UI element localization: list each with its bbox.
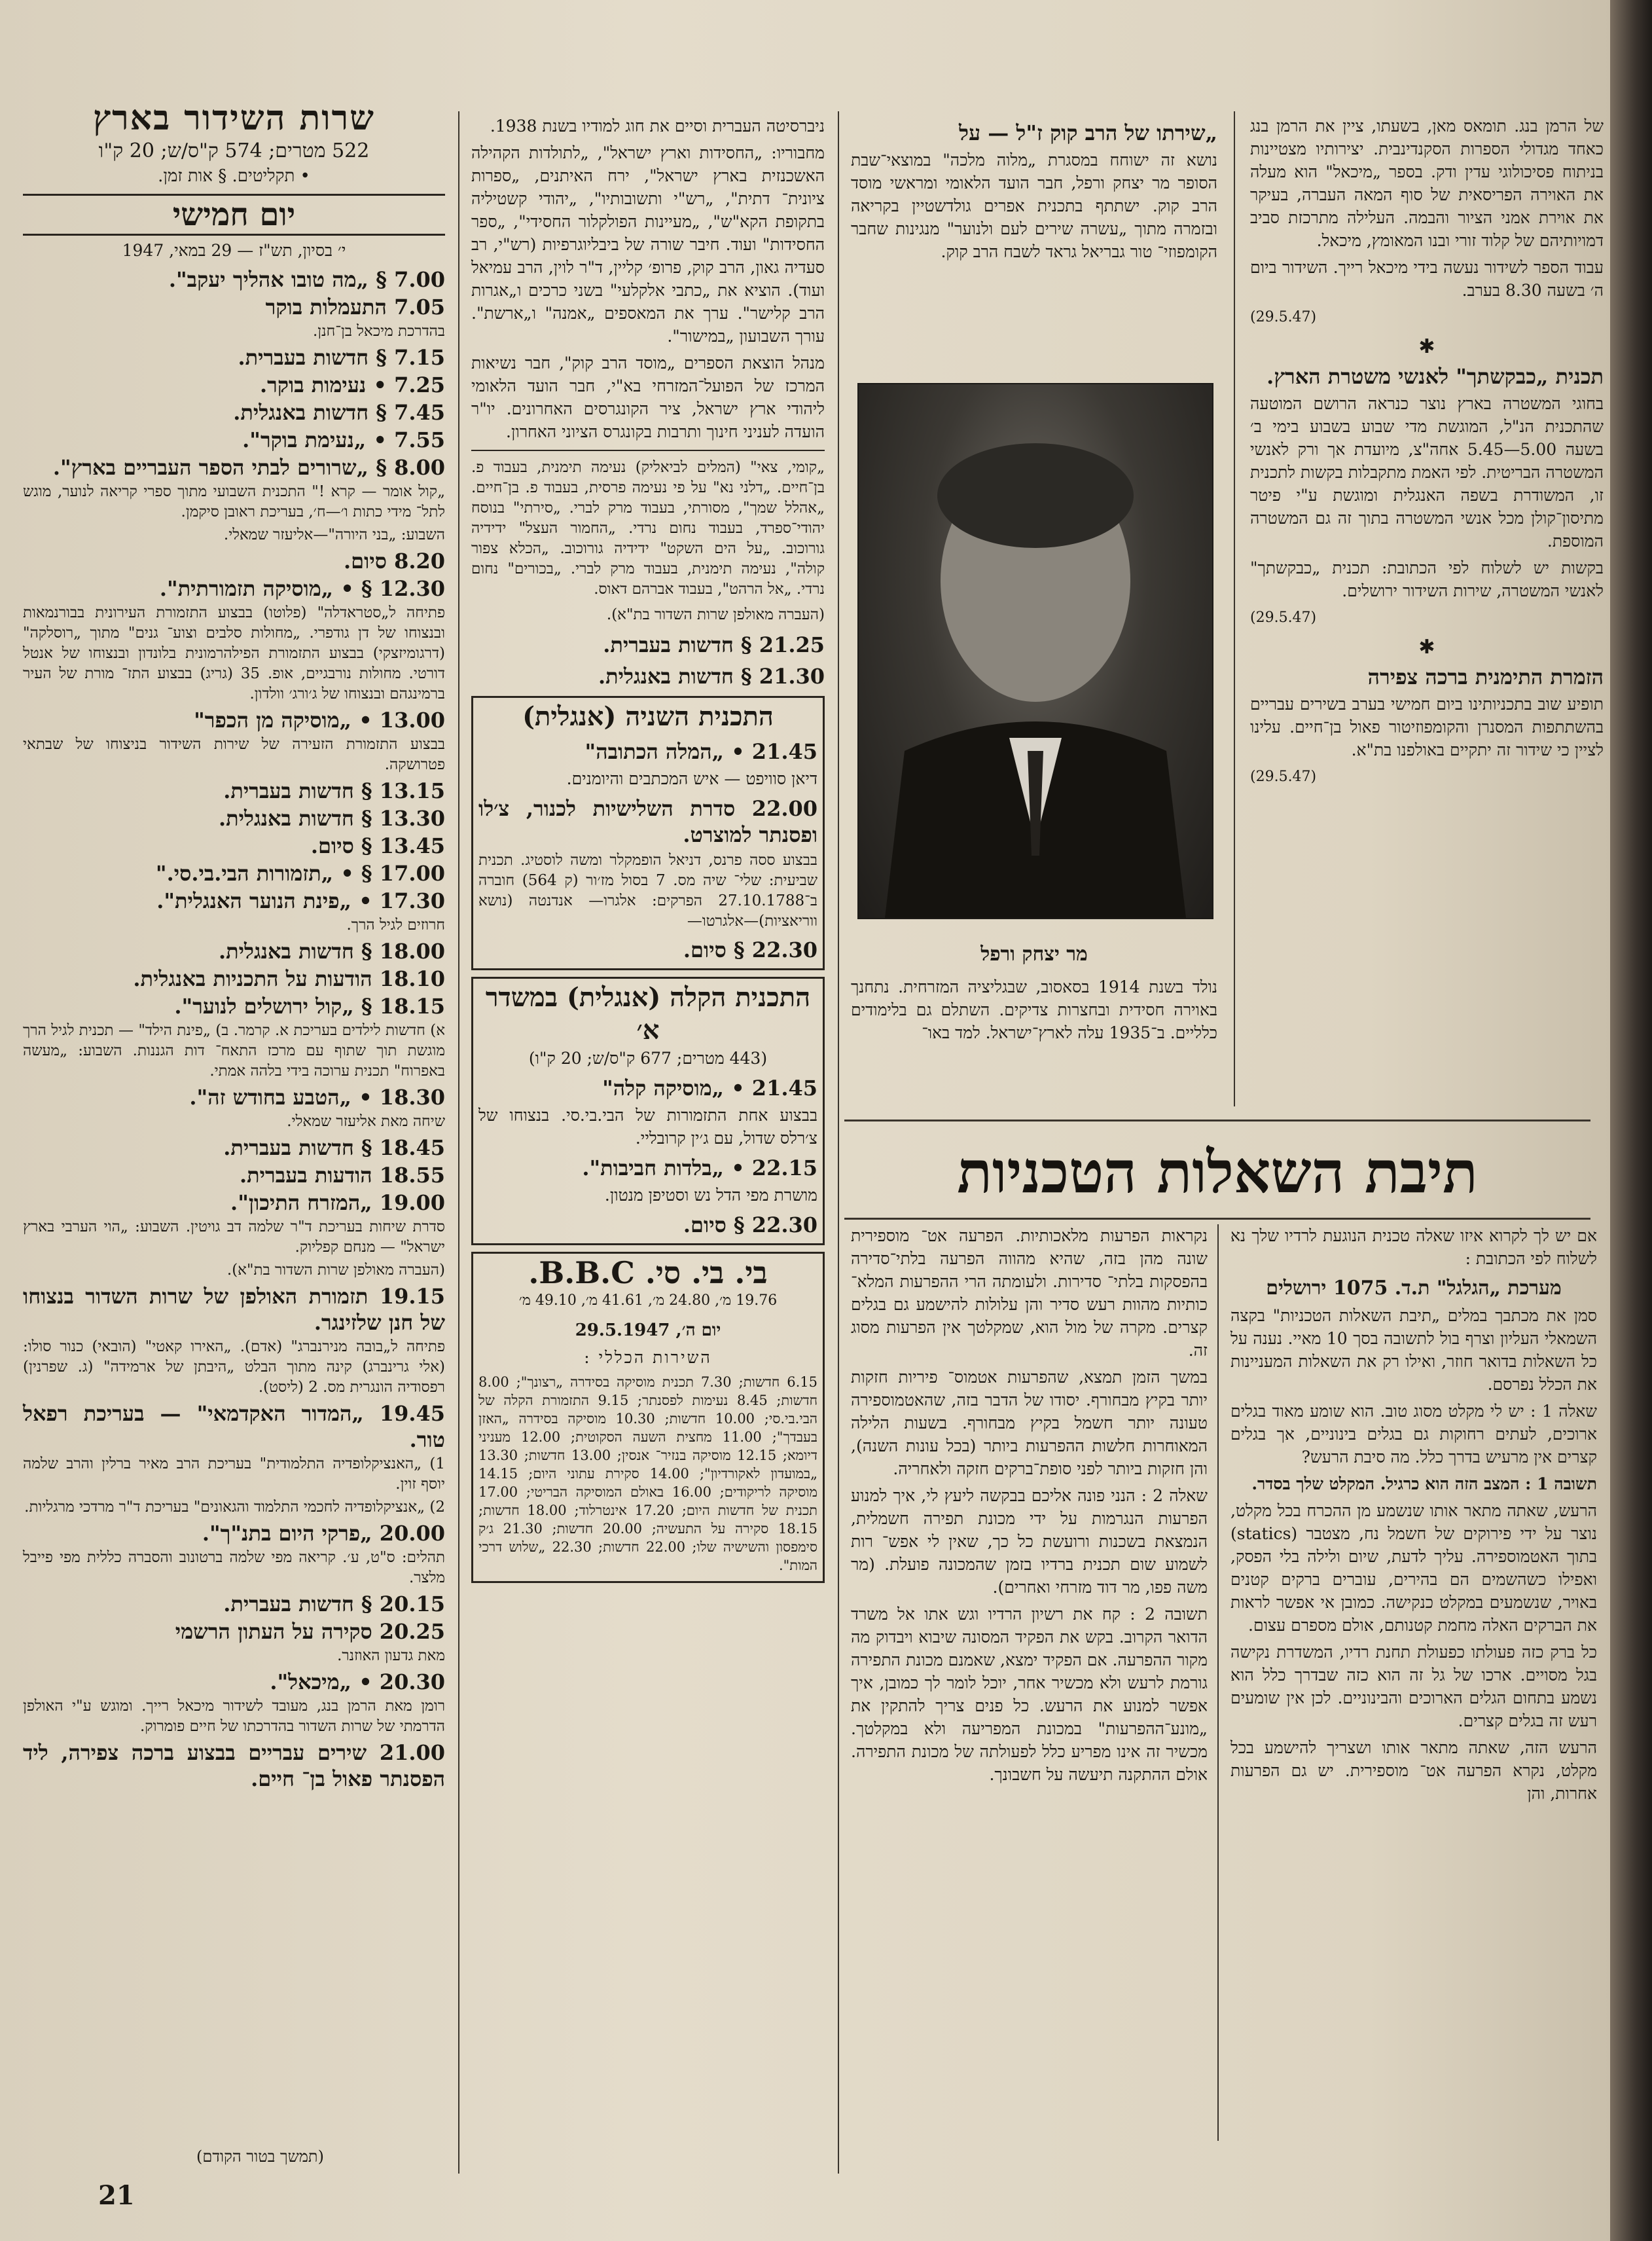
paragraph: עבוד הספר לשידור נעשה בידי מיכאל רייך. השידור ביום ה׳ בשעה 8.30 בערב. [1250, 258, 1604, 300]
main-title: תיבת השאלות הטכניות [957, 1138, 1478, 1206]
schedule-entry [23, 603, 445, 704]
schedule-text: רומן מאת הרמן בנג, מעובד לשידור מיכאל רייך. ומוגש ע"י האולפן הדרמתי של שרות השדור בהדרכתו של חיים פומרוק. [23, 1698, 445, 1735]
date-stamp: (29.5.47) [1250, 610, 1317, 626]
schedule-text: מאת גדעון האוזנר. [337, 1647, 445, 1664]
section-divider [844, 1218, 1590, 1220]
column-divider [838, 111, 839, 2174]
schedule-text: סקירה על העתון הרשמי [175, 1619, 372, 1644]
schedule-entry [23, 1021, 445, 1082]
schedule-entry [23, 888, 445, 914]
schedule-text: • נעימות בוקר. [260, 373, 387, 397]
schedule-entry [23, 1740, 445, 1792]
schedule-text: § חדשות בעברית. [223, 1135, 372, 1160]
paragraph: 6.15 חדשות; 7.30 תכנית מוסיקה בסידרה „רצונך"; 8.00 חדשות; 8.45 נעימות לפסנתר; 9.15 התזמורת הקלה של הבי.בי.סי; 10.00 חדשות; 10.30 מוסיקה בסידרה „האזן בעבדך"; 11.00 מחצית השעה הסקוטית; 12.00 מעניני דיומא; 12.15 מוסיקה בנזיר־ אנסין; 13.00 חדשות; 13.30 „במועדון לאקורדיון"; 14.00 סקירת עתוני היום; 14.15 מוסיקה לריקודים; 16.00 באולם המוסיקה הבריטי; 17.00 תכנית של חדשות היום; 17.20 אינטרלוד; 18.00 חדשות; 18.15 סקירה על התעשיה; 20.00 חדשות; 21.30 ג׳ק סימפסון והשישיה שלו; 22.00 חדשות; 22.30 „שלוש דרכי המות". [478, 1374, 818, 1573]
schedule-item: 22.00 סדרת השלישיות לכנור, צ׳לו ופסנתר למוצרט. [478, 796, 817, 847]
station-title: שרות השידור בארץ [93, 98, 375, 138]
paragraph: בבצוע ססה פרנס, דניאל הופמקלר ומשה לוסטיג. תכנית שביעית: שלי־ שיה מס. 7 בסול מז׳ור (ק 564) חוברה ב־27.10.1788 הפרקים: אלגרו— אנדנטה (נושא ווריאציות)—אלגרטו— [478, 852, 817, 930]
section-divider [844, 1120, 1590, 1121]
schedule-entry [23, 1669, 445, 1695]
schedule-entry [23, 548, 445, 574]
schedule-time: 8.20 [394, 549, 445, 574]
schedule-item: 21.45 • „המלה הכתובה" [584, 739, 817, 764]
schedule-time: 18.45 [379, 1135, 445, 1160]
schedule-entry [23, 735, 445, 775]
column-far-right [1250, 115, 1604, 795]
page-number: 21 [98, 2180, 135, 2211]
schedule-time: 8.00 [394, 455, 445, 480]
schedule-time: 19.00 [379, 1190, 445, 1215]
schedule-entry [23, 1112, 445, 1132]
schedule-text: תזמורת האולפן של שרות השדור בנצוחו של חנן שלזינגר. [23, 1284, 445, 1335]
schedule-time: 20.30 [379, 1669, 445, 1694]
schedule-text: • „הטבע בחודש זה". [189, 1085, 372, 1110]
paragraph: נקראות הפרעות מלאכותיות. הפרעה אט־ מוספירית שונה מהן בזה, שהיא מהווה הפרעה בלתי־סדירה בהפסקות בלתי־ סדירות. ולעומתה הרי ההפרעות המלא־ כותיות מהוות רעש סדיר והן עלולות להישמע גם בגלים קצרים. מקרה של מול הוא, שמקלטך אין הפרעות מסוג זה. [851, 1226, 1208, 1360]
schedule-text: סיום. [344, 549, 387, 574]
schedule-entry [23, 993, 445, 1019]
schedule-entry [23, 1400, 445, 1453]
schedule-time: 17.30 [379, 888, 445, 913]
schedule-time: 20.15 [379, 1592, 445, 1616]
schedule-text: • „מוסיקה מן הכפר" [194, 708, 372, 733]
schedule-text: § סיום. [310, 833, 372, 858]
legend: • תקליטים. § אות זמן. [158, 166, 310, 186]
paragraph: (העברה מאולפן שרות השדור בת"א). [606, 606, 825, 623]
schedule-text: (העברה מאולפן שרות השדור בת"א). [226, 1262, 445, 1279]
schedule-text: „המזרח התיכון". [230, 1190, 372, 1215]
schedule-text: בבצוע התזמורת הזעירה של שירות השידור בניצוחו של שבתאי פטרושקה. [23, 736, 445, 773]
schedule-entry [23, 1135, 445, 1161]
schedule-entry [23, 344, 445, 371]
schedule-time: 13.00 [379, 708, 445, 733]
schedule-time: 18.55 [379, 1163, 445, 1188]
paragraph: נושא זה ישוחח במסגרת „מלוה מלכה" במוצאי־שבת הסופר מר יצחק ורפל, חבר הועד הלאומי ומראשי מוסד הרב קוק. ישתתף בתכנית אפרים גולדשטיין בקריאה ובזמרה מתוך „עשרה שירים לעם ולנוער" מנגינות שחבר הקומפוזי־ טור גבריאל גראד לשבח הרב קוק. [851, 151, 1217, 261]
schedule-text: „המדור האקדמאי" — בעריכת רפאל טור. [23, 1401, 445, 1452]
schedule-time: 18.30 [379, 1085, 445, 1110]
schedule-entry [23, 966, 445, 992]
schedule-entry [23, 1084, 445, 1110]
schedule-entry [23, 575, 445, 602]
schedule-time: 21.00 [379, 1740, 446, 1765]
schedule-text: § „מה טובו אהליך יעקב". [168, 267, 387, 292]
schedule-text: § חדשות בעברית. [223, 778, 372, 803]
tech-column-right [1230, 1224, 1597, 1809]
schedule-text: § חדשות באנגלית. [219, 806, 372, 831]
schedule-entry [23, 399, 445, 426]
schedule-time: 19.45 [379, 1401, 445, 1426]
schedule-text: § חדשות באנגלית. [219, 939, 372, 964]
bbc-box [471, 1252, 825, 1583]
schedule-text: א) חדשות לילדים בעריכת א. קרמר. ב) „פינת הילד" — תכנית לגיל הרך מוגשת תוך שתוף עם מרכז התאח־ דות הגננות. השבוע: „מעשה באפרוח" תכנית ערוכה בידי בלהה אמתי. [23, 1022, 445, 1080]
divider [471, 450, 825, 451]
star-divider: ✱ [1418, 335, 1435, 358]
schedule-text: חרוזים לגיל הרך. [346, 917, 445, 934]
paragraph: בקשות יש לשלוח לפי הכתובת: תכנית „כבקשתך" לאנשי המשטרה, שירות השידור ירושלים. [1250, 558, 1604, 600]
schedule-text: „קול אומר — קרא !" התכנית השבועי מתוך ספרי קריאה לנוער, מוגש לתל־ מידי כתות ו׳—ח׳, בעריכת ראובן סיקמן. [23, 483, 445, 520]
schedule-entry [23, 1618, 445, 1645]
schedule-entry [23, 833, 445, 859]
paragraph: של הרמן בנג. תומאס מאן, בשעתו, ציין את הרמן בנג כאחד מגדולי הספרות הסקנדינבית. יצירותיו מצטיינות בניתוח פסיכולוגי עדין ודק. בספר „מיכאל" הוא מעלה את האוירה הפריסאית של סוף המאה העברה, בעיקר את אוירת אמני הציור והבמה. העלילה מתרכזת סביב דמויותיהם של קלוד זורי ובנו המאומץ, מיכאל. [1250, 117, 1604, 250]
schedule-time: 19.15 [379, 1284, 446, 1309]
column-photo [851, 115, 1217, 267]
schedule-text: פתיחה ל„בובה מנירנברג" (אדם). „האירו קאטי" (הובאי) כנור סולו: (אלי גרינברג) קינה מתוך הבלט „היבתן של ארמידה" (ג. שפרנין) רפסודיה הונגרית מס. 2 (ליסט). [23, 1338, 445, 1396]
schedule-text: § חדשות בעברית. [223, 1592, 372, 1616]
paragraph: תשובה 1 : המצב הזה הוא כרגיל. המקלט שלך בסדר. [1251, 1474, 1597, 1493]
schedule-text: 2) „אנציקלופדיה לחכמי התלמוד והגאונים" בעריכת ד"ר מרדכי מרגליות. [24, 1499, 445, 1516]
schedule-item: 21.45 • „מוסיקה קלה" [602, 1076, 817, 1101]
schedule-text: § „שרורים לבתי הספר העבריים בארץ". [52, 455, 387, 480]
schedule-entry [23, 1696, 445, 1737]
schedule-time: 7.00 [394, 267, 445, 292]
schedule-text: שירים עבריים בבצוע ברכה צפירה, ליד הפסנתר פאול בן־ חיים. [23, 1740, 445, 1791]
schedule-time: 7.15 [394, 345, 445, 370]
article-heading: הזמרת התימנית ברכה צפירה [1367, 665, 1604, 689]
paragraph: „קומי, צאי" (המלים לביאליק) נעימה תימנית, בעבוד פ. בן־חיים. „דלני נא" על פי נעימה פרסית, בעבוד פ. בן־חיים. „אהלל שמך", מסורתי, בעבוד מרק לברי. „סירתי" בנוסח יהודי־ספרד, בעבוד נחום נרדי. „החמור העצל" ידידיה גורוכוב. „על הים השקט" ידידיה גורוכוב. „הכלא צפור קולה", נעימה תימנית, בעבוד מרק לברי. „בכורים" נחום נרדי. „אל הרהט", בעבוד אברהם דאוס. [471, 459, 825, 598]
article-heading: תכנית „כבקשתך" לאנשי משטרת הארץ. [1266, 364, 1604, 389]
schedule-entry [23, 1454, 445, 1495]
column-divider [1217, 1224, 1219, 2141]
schedule-entry [23, 707, 445, 733]
paragraph: נולד בשנת 1914 בסאסוב, שבגליציה המזרחית. נתחנך באוירה חסידית ובחצרות צדיקים. השתלם גם בלימודים כלליים. ב־1935 עלה לארץ־ישראל. למד באו־ [851, 977, 1218, 1042]
paragraph: כל ברק כזה פעולתו כפעולת תחנת רדיו, המשדרת נקישה בגל מסויים. ארכו של גל זה הוא כזה שבדרך כלל הוא נשמע בתחום הגלים הארוכים והבינוניים. לכן אין שומעים רעש זה בגלים קצרים. [1230, 1643, 1597, 1730]
schedule-entry [23, 915, 445, 936]
schedule-entry [23, 860, 445, 886]
schedule-entry [23, 372, 445, 398]
schedule-entry [23, 321, 445, 342]
schedule-time: 13.45 [379, 833, 445, 858]
schedule-time: 20.25 [379, 1619, 445, 1644]
schedule-text: 1) „האנציקלופדיה התלמודית" בעריכת הרב מאיר ברלין והרב שלמה יוסף זוין. [23, 1455, 445, 1493]
schedule-entry [23, 1337, 445, 1398]
schedule-time: 18.15 [379, 994, 445, 1019]
schedule-entry [23, 1520, 445, 1546]
box-title: בי. בי. סי. B.B.C. [528, 1255, 768, 1290]
schedule-entry [23, 1497, 445, 1518]
schedule-entry [23, 1162, 445, 1188]
station-frequency: 522 מטרים; 574 ק"ס/ש; 20 ק"ו [98, 139, 370, 162]
schedule-entry [23, 1190, 445, 1216]
schedule-text: תהלים: ס"ט, ע׳. קריאה מפי שלמה ברטונוב והסברה כללית מפי פייבל מלצר. [23, 1549, 445, 1586]
schedule-time: 12.30 [379, 576, 445, 601]
schedule-entry [23, 1548, 445, 1588]
paragraph: אם יש לך לקרוא איזו שאלה טכנית הנוגעת לרדיו שלך נא לשלוח לפי הכתובת : [1230, 1226, 1597, 1268]
date-stamp: (29.5.47) [1250, 769, 1317, 785]
column-photo-bio [851, 975, 1217, 1048]
schedule-item: 21.30 § חדשות באנגלית. [598, 664, 825, 689]
box-title: התכנית הקלה (אנגלית) במשדר א׳ [485, 982, 811, 1046]
schedule-text: סדרת שיחות בעריכת ד"ר שלמה דב גויטין. השבוע: „הוי הערבי בארץ ישראל" — מנחם קפליוק. [23, 1218, 445, 1256]
schedule-text: שיחה מאת אליעזר שמאלי. [287, 1113, 445, 1130]
photo-caption: מר יצחק ורפל [980, 943, 1088, 966]
column-divider [458, 111, 459, 2174]
schedule-list [23, 266, 445, 1792]
schedule-entry [23, 1283, 445, 1336]
box-title: התכנית השניה (אנגלית) [522, 701, 774, 732]
schedule-time: 7.45 [394, 400, 445, 425]
schedule-text: § חדשות באנגלית. [233, 400, 387, 425]
schedule-entry [23, 427, 445, 453]
schedule-entry [23, 778, 445, 804]
paragraph: מנהל הוצאת הספרים „מוסד הרב קוק", חבר נשיאות המרכז של הפועל־המזרחי בא"י, חבר הועד הלאומי ליהודי ארץ ישראל, ציר הקונגרסים האחרונים. יו"ר הועדה לעניני חינוך ותרבות בקונגרס הציוני האחרון. [471, 354, 825, 441]
paragraph: (443 מטרים; 677 ק"ס/ש; 20 ק"ו) [528, 1049, 768, 1068]
schedule-entry [23, 1591, 445, 1617]
schedule-entry [23, 805, 445, 831]
schedule-item: 22.15 • „בלדות חביבות". [582, 1156, 817, 1180]
schedule-text: § „קול ירושלים לנוער". [174, 994, 372, 1019]
date-stamp: (29.5.47) [1250, 309, 1317, 325]
schedule-text: הודעות על התכניות באנגלית. [133, 966, 372, 991]
schedule-text: בהדרכת מיכאל בן־חנן. [312, 323, 445, 340]
schedule-text: § חדשות בעברית. [238, 345, 387, 370]
schedule-text: הודעות בעברית. [240, 1163, 372, 1188]
schedule-text: פתיחה ל„סטראדלה" (פלוטו) בבצוע התזמורת העירונית בבורנמאות ובנצוחו של דן גודפרי. „מחולות סלבים וצוע־ גנים" מתוך „רוסלקה" (דרגומיזצקי) בבצוע התזמורת הפילהרמונית בלונדון ובנצוחו של אנטל דורטי. מחולות נורבגיים, אופ. 35 (גריג) בבצוע התז־ מורת של העיר ברמינגהם ובנצוחו של ג׳ורג׳ וולדון. [23, 604, 445, 702]
paragraph: בבצוע אחת התזמורות של הבי.בי.סי. בנצוחו של צ׳רלס שדול, עם ג׳ין קרובליי. [478, 1106, 817, 1148]
schedule-entry [23, 294, 445, 320]
schedule-entry [23, 482, 445, 522]
schedule-time: 18.00 [379, 939, 445, 964]
paragraph: הרעש הזה, שאתה מתאר אותו ושצריך להישמע בכל מקלט, נקרא הפרעה אט־ מוספירית. יש גם הפרעות אחרות, והן [1230, 1738, 1597, 1803]
schedule-time: 20.00 [379, 1521, 445, 1546]
schedule-time: 18.10 [379, 966, 445, 991]
schedule-item: 21.25 § חדשות בעברית. [603, 632, 825, 657]
schedule-text: § • „תזמורות הבי.בי.סי." [155, 861, 372, 886]
paragraph: שאלה 1 : יש לי מקלט מסוג טוב. הוא שומע מאוד בגלים ארוכים, לעתים רחוקות גם בגלים בינוניים, אך בגלים קצרים אין מרעיש בדרך כלל. מה סיבת הרעש? [1230, 1402, 1597, 1467]
paragraph: השירות הכללי : [584, 1348, 712, 1367]
paragraph: הרעש, שאתה מתאר אותו שנשמע מן ההכרח בכל מקלט, נוצר על ידי פירוקים של חשמל נח, מצטבר (statics) בתוך האטמוספירה. עליך לדעת, שיום ולילה בלי הפסק, ואפילו כשהשמים הם בהירים, עוברים ברקים קטנים באויר, שנשמעים במקלט כנקישה. כמובן אי אפשר לראות את הברקים האלה מחמת קטנותם, אולם מספרם עצום. [1230, 1501, 1597, 1635]
light-programme-box [471, 977, 825, 1245]
schedule-entry [23, 1646, 445, 1666]
paragraph: בחוגי המשטרה בארץ נוצר כנראה הרושם המוטעה שהתכנית הנ"ל, המוגשת מדי שבוע בשבוע בימי ב׳ בשעה 5.00—5.45 אחה"צ, מיועדת אך ורק לאנשי המשטרה הבריטית. לפי האמת מתקבלות בקשות לתכנית זו, המשודרת בשפה האנגלית ומוגשת ע"י פיטר מתיסון־קולן מכל אנשי המשטרה בתוך זה גם המשטרה המוספת. [1250, 394, 1604, 551]
continued-note: (תמשך בטור הקודם) [196, 2147, 324, 2166]
paragraph: שאלה 2 : הנני פונה אליכם בבקשה ליעץ לי, איך למנוע הפרעות הנגרמות על ידי מכונת תפירה חשמלית, הנמצאת בשכנות ורועשת כל כך, שאין לי אפש־ רות לשמוע שום תכנית ברדיו בזמן שהמכונה פועלת. (מר משה פפו, מר דוד מזרחי ואחרים). [851, 1486, 1208, 1597]
schedule-entry [23, 1217, 445, 1258]
day-title: יום חמישי [23, 194, 445, 236]
schedule-text: • „פינת הנוער האנגלית". [156, 888, 372, 913]
portrait-figure [859, 384, 1212, 918]
paragraph: מחבוריו: „החסידות וארץ ישראל", „לתולדות הקהילה האשכנזית בארץ ישראל", ירח האיתנים, „ספרות ציונית־ דתית", „רש"י ותשובותיו", „יהודי קשטיליה בתקופת הקא"ש", „מעיינות הפולקלור החסידי", „ספר החסידות" ועוד. חיבר שורה של ביבליוגרפיות (רש"י, רב סעדיה גאון, הרב קוק, פרופ׳ קליין, ד"ר לוין, הרב עמיאל ועוד). הוציא את „כתבי אלקלעי" בשני כרכים ו„אגרות הרב קלישר". ערך את המאספים „אמנה" ו„ארשת". עורך השבועון „במישור". [471, 143, 825, 346]
paragraph: תשובה 2 : קח את רשיון הרדיו וגש אתו אל משרד הדואר הקרוב. בקש את הפקיד המסונה שיבוא ויבדוק מה מקור ההפרעה. אם הפקיד ימצא, שאמנם מכונת התפירה גורמת לרעש ולא מכשיר אחר, יוכל לומר לך כמובן, איך אפשר למנוע את הרעש. כל פנים צריך להתקין את „מונע־ההפרעות" במכונת המפריעה ולא במקלטך. מכשיר זה אינו מפריע כלל לפעולתה של מכונת התפירה. אולם ההתקנה תיעשה על חשבונך. [851, 1605, 1208, 1784]
schedule-text: • „נעימת בוקר". [242, 428, 387, 452]
paragraph: 19.76 מ׳, 24.80 מ׳, 41.61 מ׳, 49.10 מ׳ [518, 1292, 778, 1309]
schedule-entry [23, 454, 445, 481]
schedule-time: 13.30 [379, 806, 445, 831]
address: מערכת „הגלגל" ת.ד. 1075 ירושלים [1266, 1277, 1562, 1300]
schedule-entry [23, 938, 445, 964]
schedule-time: 7.25 [394, 373, 445, 397]
book-binding [1610, 0, 1652, 2241]
schedule-time: 17.00 [379, 861, 445, 886]
column-middle [471, 115, 825, 1590]
schedule-entry [23, 266, 445, 293]
schedule-column [23, 98, 445, 1793]
schedule-text: • „מיכאל". [270, 1669, 372, 1694]
article-heading: „שירתו של הרב קוק ז"ל — על [959, 120, 1217, 145]
schedule-time: 7.55 [394, 428, 445, 452]
schedule-text: § • „מוסיקה תזמורתית". [159, 576, 372, 601]
portrait-photo [857, 383, 1213, 919]
paragraph: סמן את מכתבך במלים „תיבת השאלות הטכניות" בקצה השמאלי העליון וצרף בול לתשובה בסך 10 מאיי. נענה על כל השאלות בדואר חוזר, ואילו רק את השאלות המעניינות את הכלל נפרסם. [1230, 1306, 1597, 1394]
column-divider [1234, 111, 1235, 1106]
schedule-item: 22.30 § סיום. [683, 938, 817, 962]
paragraph: דיאן סוויפט — איש המכתבים והיומנים. [566, 769, 817, 788]
tech-column-left [851, 1224, 1208, 1790]
schedule-entry [23, 525, 445, 545]
schedule-text: התעמלות בוקר [265, 295, 387, 319]
schedule-time: 7.05 [394, 295, 445, 319]
schedule-item: 22.30 § סיום. [683, 1212, 817, 1237]
day-date: י׳ בסיון, תש"ז — 29 במאי, 1947 [122, 241, 346, 260]
schedule-text: „פרקי היום בתנ"ך". [202, 1521, 372, 1546]
paragraph: מושרת מפי הדל נש וסטיפן מנטון. [604, 1186, 817, 1205]
schedule-text: השבוע: „בני היורה"—אליעזר שמאלי. [223, 526, 445, 543]
schedule-time: 13.15 [379, 778, 445, 803]
second-programme-box [471, 696, 825, 970]
paragraph: יום ה׳, 29.5.1947 [575, 1321, 721, 1340]
paragraph: תופיע שוב בתכניותינו ביום חמישי בערב בשירים עבריים בהשתתפות המסנרן והקומפוזיטור פאול בן־חיים. עלינו לציין כי שידור זה יתקיים באולפנו בת"א. [1250, 695, 1604, 759]
paragraph: ניברסיטה העברית וסיים את חוג למודיו בשנת 1938. [490, 117, 825, 136]
paragraph: במשך הזמן תמצא, שהפרעות אטמוס־ פיריות חזקות יותר בקיץ מבחורף. יסודו של הדבר בזה, שהאטמוספירה טעונה יותר חשמל בקיץ מבחורף. בשעות הלילה המאוחרות חלשות ההפרעות ביותר (בכל עונות השנה), והן חזקות ביותר לפני סופת־ברקים חזקה ולאחריה. [851, 1368, 1208, 1478]
star-divider: ✱ [1418, 636, 1435, 659]
schedule-entry [23, 1260, 445, 1281]
